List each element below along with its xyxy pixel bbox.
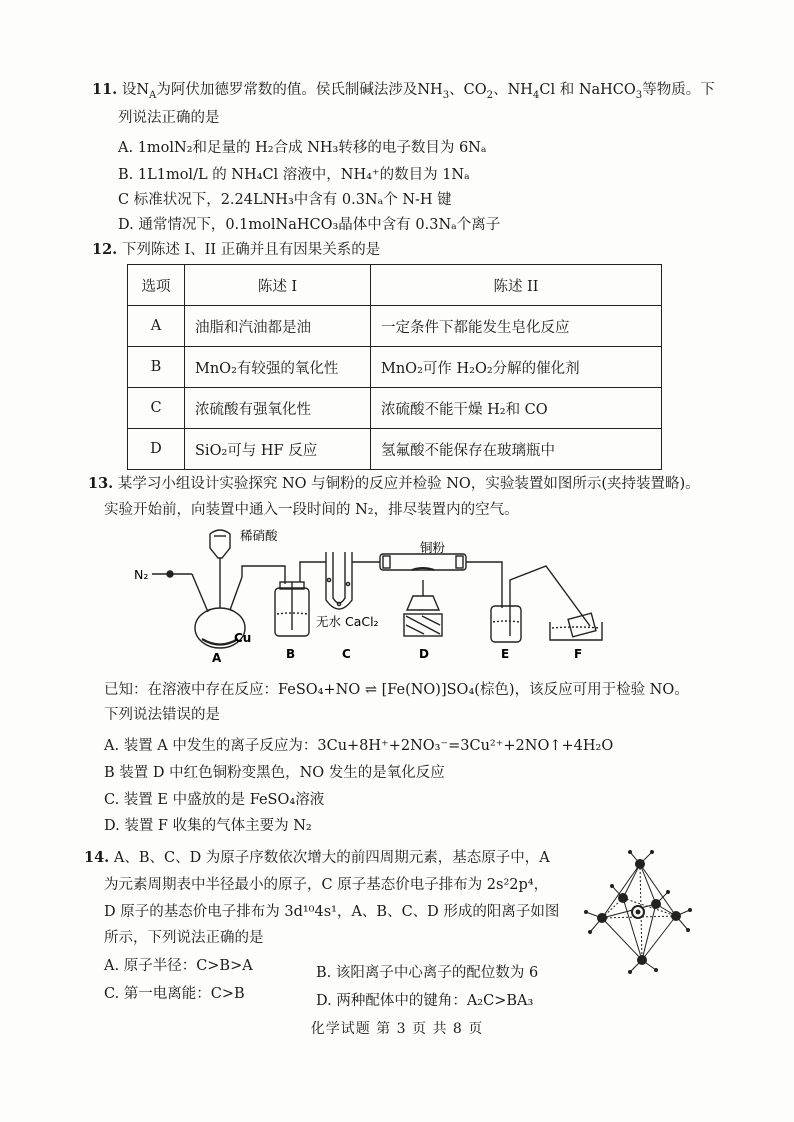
q12-stem: 12. 下列陈述 I、II 正确并且有因果关系的是 — [92, 241, 381, 258]
q14-option-c: C. 第一电离能：C>B — [104, 986, 245, 1002]
diagram-label-copper-powder: 铜粉 — [420, 540, 446, 555]
diagram-label-b: B — [286, 647, 296, 661]
page-footer: 化学试题 第 3 页 共 8 页 — [310, 1021, 484, 1037]
q13-apparatus-diagram — [130, 522, 630, 667]
diagram-label-n2: N₂ — [134, 567, 149, 582]
q14-option-d: D. 两种配体中的键角：A₂C>BA₃ — [316, 993, 534, 1009]
q14-stem-line4: 所示，下列说法正确的是 — [104, 930, 264, 946]
q14-stem-line1: 14. A、B、C、D 为原子序数依次增大的前四周期元素，基态原子中，A — [84, 849, 550, 866]
q13-option-b: B 装置 D 中红色铜粉变黑色，NO 发生的是氧化反应 — [104, 765, 445, 781]
q13-stem-line1: 13. 某学习小组设计实验探究 NO 与铜粉的反应并检验 NO，实验装置如图所示(夹持装置略)。 — [88, 475, 700, 492]
q11-stem-line2: 列说法正确的是 — [118, 110, 220, 126]
q11-option-a: A. 1molN₂和足量的 H₂合成 NH₃转移的电子数目为 6Nₐ — [118, 140, 487, 156]
table-header-cell: 陈述 I — [185, 265, 371, 306]
q13-ask: 下列说法错误的是 — [104, 707, 220, 723]
q13-known: 已知：在溶液中存在反应：FeSO₄+NO ⇌ [Fe(NO)]SO₄(棕色)，该反应可用于检验 NO。 — [104, 682, 689, 698]
diagram-label-a: A — [212, 651, 222, 665]
diagram-label-cu: Cu — [234, 631, 252, 645]
diagram-label-cacl2: 无水 CaCl₂ — [316, 614, 379, 629]
q14-number: 14. — [84, 849, 110, 866]
q14-option-b: B. 该阳离子中心离子的配位数为 6 — [316, 965, 539, 981]
table-row: D SiO₂可与 HF 反应 氢氟酸不能保存在玻璃瓶中 — [128, 429, 662, 470]
table-row: C 浓硫酸有强氧化性 浓硫酸不能干燥 H₂和 CO — [128, 388, 662, 429]
q14-stem-line3: D 原子的基态价电子排布为 3d¹⁰4s¹，A、B、C、D 形成的阳离子如图 — [104, 904, 560, 920]
q11-number: 11. — [92, 81, 118, 98]
q11-option-b: B. 1L1mol/L 的 NH₄Cl 溶液中，NH₄⁺的数目为 1Nₐ — [118, 167, 470, 183]
q12-number: 12. — [92, 241, 118, 258]
q14-cation-structure — [578, 848, 698, 978]
table-header-row — [128, 265, 662, 306]
diagram-label-acid: 稀硝酸 — [240, 528, 278, 543]
q11-stem-line1: 11. 设$N_A$为阿伏加德罗常数的值。侯氏制碱法涉及$NH_3$、$CO_2$、$NH_4Cl$ 和 NaHCO$_3$等物质。下 — [92, 81, 715, 101]
q13-option-a: A. 装置 A 中发生的离子反应为：3Cu+8H⁺+2NO₃⁻=3Cu²⁺+2NO↑+4H₂O — [104, 738, 614, 754]
q12-table — [127, 264, 662, 470]
q11-option-c: C 标准状况下，2.24LNH₃中含有 0.3Nₐ个 N-H 键 — [118, 192, 452, 208]
q11-option-d: D. 通常情况下，0.1molNaHCO₃晶体中含有 0.3Nₐ个离子 — [118, 217, 501, 233]
diagram-label-c: C — [342, 647, 351, 661]
q13-option-d: D. 装置 F 收集的气体主要为 N₂ — [104, 818, 312, 834]
diagram-label-f: F — [574, 647, 583, 661]
q14-stem-line2: 为元素周期表中半径最小的原子，C 原子基态价电子排布为 2s²2p⁴， — [104, 877, 549, 893]
q13-stem-line2: 实验开始前，向装置中通入一段时间的 N₂，排尽装置内的空气。 — [104, 502, 519, 518]
table-row: B MnO₂有较强的氧化性 MnO₂可作 H₂O₂分解的催化剂 — [128, 347, 662, 388]
q13-number: 13. — [88, 475, 114, 492]
q14-option-a: A. 原子半径：C>B>A — [104, 958, 253, 974]
table-header-cell: 陈述 II — [371, 265, 662, 306]
q13-option-c: C. 装置 E 中盛放的是 FeSO₄溶液 — [104, 792, 325, 808]
diagram-label-d: D — [419, 647, 429, 661]
table-header-cell: 选项 — [128, 265, 185, 306]
table-row: A 油脂和汽油都是油 一定条件下都能发生皂化反应 — [128, 306, 662, 347]
diagram-label-e: E — [501, 647, 510, 661]
